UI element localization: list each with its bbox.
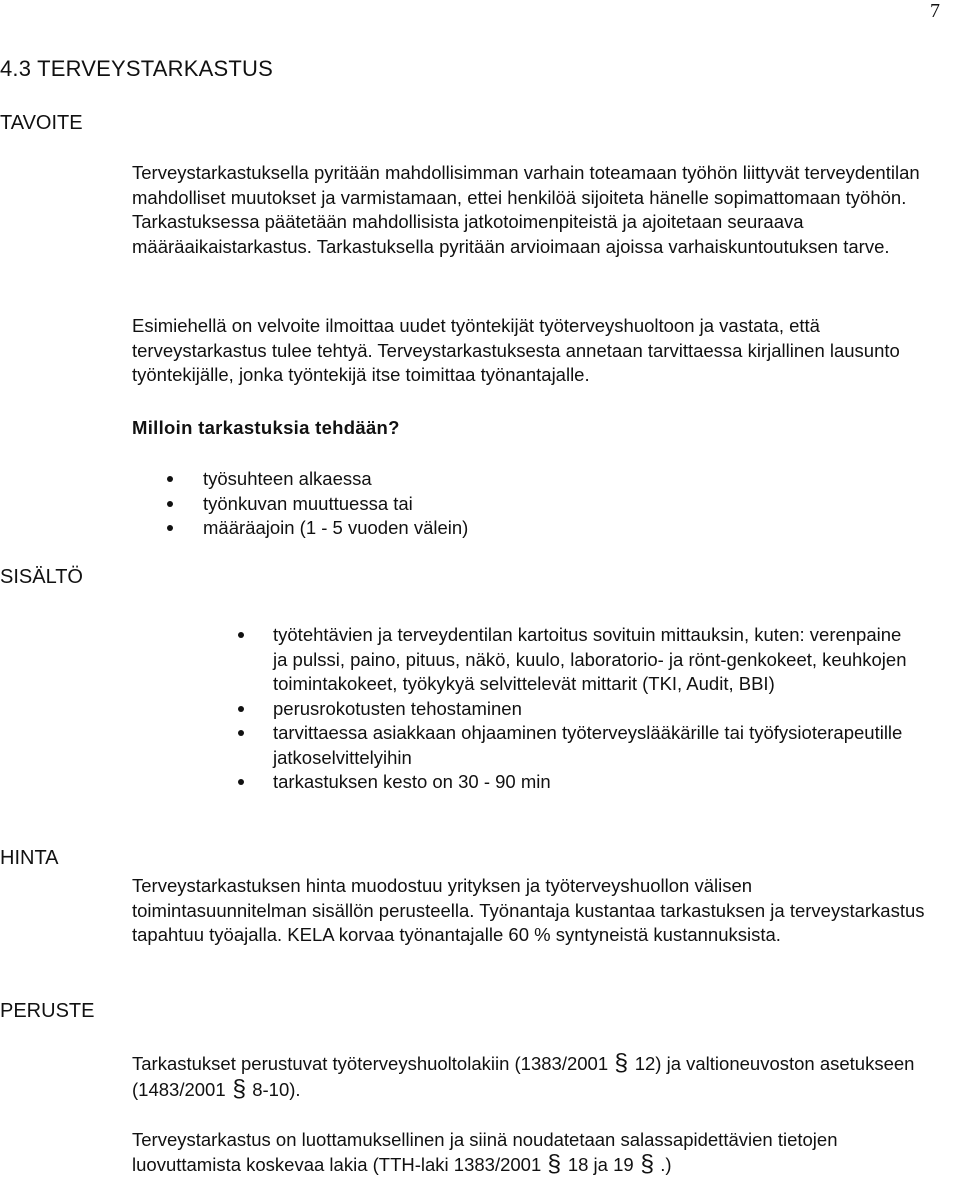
peruste-text-1a: Tarkastukset perustuvat työterveyshuoltolakiin (1383/2001: [132, 1053, 609, 1074]
peruste-text-2c: .): [660, 1153, 672, 1175]
bullet-icon: [167, 501, 173, 507]
tavoite-text-2: Esimiehellä on velvoite ilmoittaa uudet työntekijät työterveyshuoltoon ja vastata, että terveystarkastus tulee tehtyä. Terveystarkastuksesta annetaan tarvittaessa kirjallinen lausunto työntekijälle, jonka työntekijä itse toimittaa työnantajalle.: [132, 315, 900, 385]
list-item-text: työnkuvan muuttuessa tai: [203, 492, 413, 514]
tavoite-text-1: Terveystarkastuksella pyritään mahdollisimman varhain toteamaan työhön liittyvät terveydentilan mahdolliset muutokset ja varmistamaan, ettei henkilöä sijoiteta hänelle sopimattomaan työhön. Tarkastuksessa päätetään mahdollisista jatkotoimenpiteistä ja ajoitetaan seuraava määräaikaistarkastus. Tarkastuksella pyritään arvioimaan ajoissa varhaiskuntoutuksen tarve.: [132, 162, 920, 257]
section-sign-icon: §: [614, 1050, 629, 1077]
hinta-text: Terveystarkastuksen hinta muodostuu yrityksen ja työterveyshuollon välisen toimintasuunnitelman sisällön perusteella. Työnantaja kustantaa tarkastuksen ja terveystarkastus tapahtuu työajalla. KELA korvaa työnantajalle 60 % syntyneistä kustannuksista.: [132, 875, 925, 945]
list-item: [132, 467, 468, 492]
label-tavoite: TAVOITE: [0, 112, 83, 134]
list-item-text: määräajoin (1 - 5 vuoden välein): [203, 517, 469, 538]
list-item-text: tarkastuksen kesto on 30 - 90 min: [273, 771, 551, 792]
section-sign-icon: §: [640, 1151, 654, 1178]
list-item: [200, 697, 920, 722]
section-sign-icon: §: [547, 1151, 562, 1178]
list-item: [200, 770, 920, 795]
list-item: [200, 721, 920, 770]
section-title: 4.3 TERVEYSTARKASTUS: [0, 56, 273, 81]
list-item: [132, 516, 468, 541]
list-item-text: perusrokotusten tehostaminen: [273, 697, 522, 719]
label-sisalto: SISÄLTÖ: [0, 566, 83, 588]
list-item-text: työtehtävien ja terveydentilan kartoitus sovituin mittauksin, kuten: verenpaine ja pulssi, paino, pituus, näkö, kuulo, laboratorio- ja rönt-genkokeet, keuhkojen toimintakokeet, työkykyä selvittelevät mittarit (TKI, Audit, BBI): [273, 624, 907, 694]
peruste-paragraph-1: [132, 1052, 932, 1103]
page-number: 7: [930, 0, 940, 22]
list-item: [200, 623, 920, 697]
peruste-paragraph-2: [132, 1128, 932, 1178]
bullet-icon: [238, 706, 244, 712]
peruste-text-1b: 12) ja valtioneuvoston asetukseen (1483/2001: [132, 1053, 915, 1100]
list-item-text: tarvittaessa asiakkaan ohjaaminen työterveyslääkärille tai työfysioterapeutille jatkoselvittelyihin: [273, 722, 903, 768]
tavoite-paragraph-2: [132, 314, 932, 388]
bullet-icon: [238, 730, 244, 736]
when-list: [132, 467, 468, 541]
peruste-text-2a: Terveystarkastus on luottamuksellinen ja siinä noudatetaan salassapidettävien tietojen luovuttamista koskevaa lakia (TTH-laki 1383/2001: [132, 1129, 838, 1175]
hinta-paragraph: [132, 874, 932, 948]
bullet-icon: [167, 476, 173, 482]
tavoite-paragraph-1: [132, 161, 932, 259]
bullet-icon: [238, 779, 244, 785]
section-sign-icon: §: [232, 1076, 246, 1103]
label-peruste: PERUSTE: [0, 1000, 95, 1022]
peruste-text-2b: 18 ja 19: [567, 1153, 634, 1175]
when-question: Milloin tarkastuksia tehdään?: [132, 417, 400, 438]
label-hinta: HINTA: [0, 847, 59, 869]
list-item-text: työsuhteen alkaessa: [203, 468, 372, 489]
peruste-text-1c: 8-10).: [252, 1078, 301, 1100]
sisalto-list: [200, 623, 920, 795]
bullet-icon: [238, 632, 244, 638]
bullet-icon: [167, 525, 173, 531]
list-item: [132, 492, 468, 517]
